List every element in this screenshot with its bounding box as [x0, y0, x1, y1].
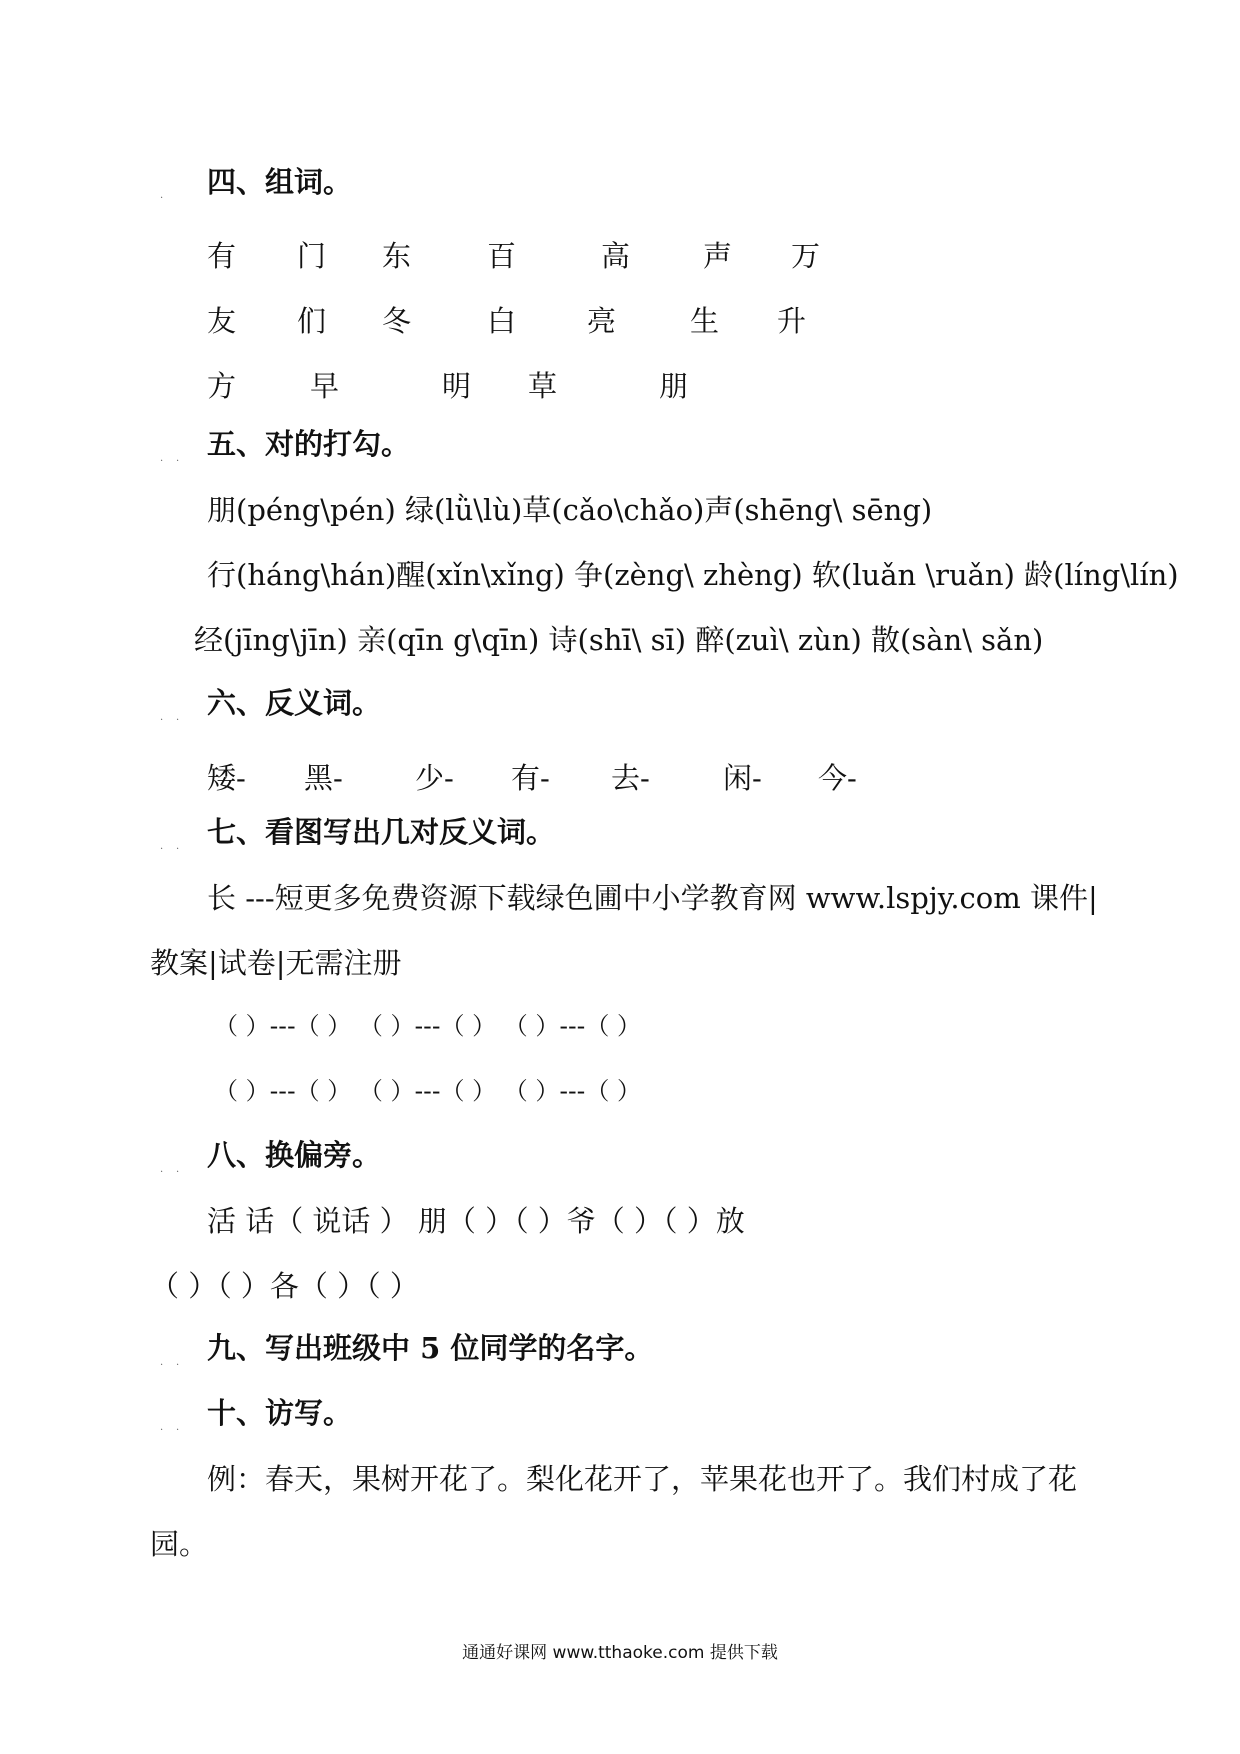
word-char: 有 — [207, 239, 237, 273]
section-8-heading: 八、换偏旁。 — [207, 1138, 382, 1172]
word-char: 声 — [703, 239, 733, 273]
word-char: 白 — [487, 304, 517, 338]
margin-dot: . — [176, 1164, 180, 1175]
word-char: 早 — [310, 369, 340, 403]
section-10-heading: 十、访写。 — [207, 1396, 353, 1430]
section-9-heading: 九、写出班级中 5 位同学的名字。 — [207, 1331, 654, 1365]
pinyin-line-1: 朋(péng\pén) 绿(lǜ\lù)草(cǎo\chǎo)声(shēng\ sēng) — [207, 493, 933, 527]
word-char: 百 — [487, 239, 517, 273]
antonym-item: 闲- — [723, 761, 762, 795]
word-char: 生 — [690, 304, 720, 338]
margin-dot: . — [160, 712, 164, 723]
margin-dot: . — [176, 1357, 180, 1368]
margin-dot: . — [160, 1164, 164, 1175]
word-char: 高 — [601, 239, 631, 273]
margin-dot: . — [160, 453, 164, 464]
margin-dot: . — [176, 1422, 180, 1433]
margin-dot: . — [160, 841, 164, 852]
antonym-item: 有- — [511, 761, 550, 795]
footer-credit: 通通好课网 www.tthaoke.com 提供下载 — [462, 1643, 778, 1663]
pinyin-line-3: 经(jīng\jīn) 亲(qīn g\qīn) 诗(shī\ sī) 醉(zuì\ zùn) 散(sàn\ sǎn) — [194, 623, 1044, 657]
antonym-item: 去- — [611, 761, 650, 795]
word-char: 明 — [442, 369, 472, 403]
antonym-blank-row-1: （ ）---（ ） （ ）---（ ） （ ）---（ ） — [214, 1012, 641, 1040]
antonym-item: 今- — [818, 761, 857, 795]
margin-dot: . — [160, 190, 164, 201]
antonym-item: 黑- — [304, 761, 343, 795]
section-7-text-line-1: 长 ---短更多免费资源下载绿色圃中小学教育网 www.lspjy.com 课件| — [207, 881, 1098, 915]
example-line-2: 园。 — [150, 1527, 209, 1561]
word-char: 友 — [207, 304, 237, 338]
margin-dot: . — [160, 1357, 164, 1368]
word-char: 朋 — [659, 369, 689, 403]
section-6-heading: 六、反义词。 — [207, 686, 382, 720]
antonym-item: 少- — [415, 761, 454, 795]
word-char: 升 — [777, 304, 807, 338]
section-7-heading: 七、看图写出几对反义词。 — [207, 815, 556, 849]
word-char: 冬 — [382, 304, 412, 338]
margin-dot: . — [176, 712, 180, 723]
word-char: 方 — [207, 369, 237, 403]
word-char: 东 — [382, 239, 412, 273]
margin-dot: . — [160, 1422, 164, 1433]
word-char: 草 — [528, 369, 558, 403]
word-char: 门 — [297, 239, 327, 273]
radical-line-1: 活 话（ 说话 ） 朋（ ）（ ）爷（ ）（ ）放 — [207, 1204, 745, 1238]
section-5-heading: 五、对的打勾。 — [207, 427, 411, 461]
pinyin-line-2: 行(háng\hán)醒(xǐn\xǐng) 争(zèng\ zhèng) 软(luǎn \ruǎn) 龄(líng\lín) — [207, 558, 1179, 592]
radical-line-2: （ ）（ ）各（ ）（ ） — [150, 1269, 419, 1303]
section-7-text-line-2: 教案|试卷|无需注册 — [150, 946, 402, 980]
word-char: 亮 — [587, 304, 617, 338]
section-4-heading: 四、组词。 — [207, 165, 353, 199]
antonym-blank-row-2: （ ）---（ ） （ ）---（ ） （ ）---（ ） — [214, 1077, 641, 1105]
word-char: 们 — [297, 304, 327, 338]
antonym-item: 矮- — [207, 761, 246, 795]
margin-dot: . — [176, 453, 180, 464]
margin-dot: . — [176, 841, 180, 852]
example-line-1: 例：春天，果树开花了。梨化花开了，苹果花也开了。我们村成了花 — [207, 1462, 1078, 1496]
word-char: 万 — [791, 239, 821, 273]
